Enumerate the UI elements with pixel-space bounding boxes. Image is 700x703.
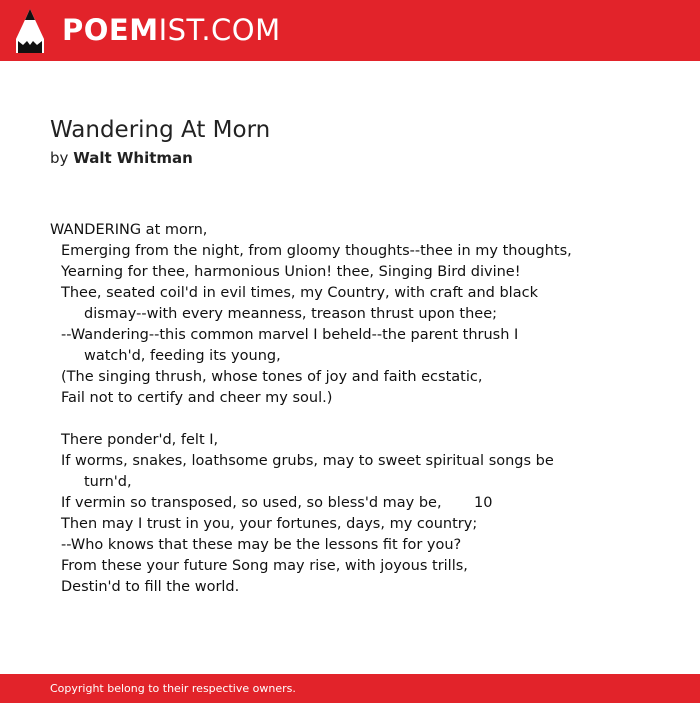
poem-line bbox=[50, 577, 650, 598]
poem-line-text: (The singing thrush, whose tones of joy and faith ecstatic, bbox=[61, 369, 483, 385]
line-number: 10 bbox=[474, 495, 493, 511]
poem-line-text: If worms, snakes, loathsome grubs, may to sweet spiritual songs be bbox=[61, 453, 554, 469]
poem-line-text: turn'd, bbox=[84, 474, 132, 490]
poem-line-text: From these your future Song may rise, with joyous trills, bbox=[61, 558, 468, 574]
poem-line-text: Fail not to certify and cheer my soul.) bbox=[61, 390, 333, 406]
poem-line bbox=[50, 514, 650, 535]
poem-line bbox=[50, 472, 650, 493]
brand-light: IST.COM bbox=[158, 13, 281, 47]
copyright-text: Copyright belong to their respective owners. bbox=[50, 682, 296, 695]
poem-line-text: If vermin so transposed, so used, so bless'd may be, bbox=[61, 495, 442, 511]
poem-line-text: Destin'd to fill the world. bbox=[61, 579, 240, 595]
poem-line bbox=[50, 346, 650, 367]
poem-line-text: --Wandering--this common marvel I beheld--the parent thrush I bbox=[61, 327, 519, 343]
poem-line-text: --Who knows that these may be the lessons fit for you? bbox=[61, 537, 462, 553]
poem-line bbox=[50, 556, 650, 577]
poem-line bbox=[50, 367, 650, 388]
poem-line bbox=[50, 241, 650, 262]
site-header bbox=[0, 0, 700, 61]
poem-line bbox=[50, 430, 650, 451]
brand-bold: POEM bbox=[62, 13, 159, 47]
poem-line bbox=[50, 535, 650, 556]
poem-title: Wandering At Morn bbox=[50, 117, 271, 143]
poem-line-text: Yearning for thee, harmonious Union! thee, Singing Bird divine! bbox=[61, 264, 521, 280]
poem-line bbox=[50, 283, 650, 304]
stanza-break bbox=[50, 409, 650, 430]
poem-line bbox=[50, 388, 650, 409]
site-logo-text[interactable] bbox=[62, 13, 281, 47]
byline bbox=[50, 149, 193, 167]
pencil-icon[interactable] bbox=[16, 9, 44, 53]
poem-line-text: Emerging from the night, from gloomy thoughts--thee in my thoughts, bbox=[61, 243, 572, 259]
poem-line bbox=[50, 325, 650, 346]
poem-line-text: watch'd, feeding its young, bbox=[84, 348, 281, 364]
site-footer bbox=[0, 674, 700, 703]
poem-line-text: dismay--with every meanness, treason thrust upon thee; bbox=[84, 306, 497, 322]
poem-line-text: WANDERING at morn, bbox=[50, 222, 208, 238]
poem-line-text: Thee, seated coil'd in evil times, my Country, with craft and black bbox=[61, 285, 538, 301]
author-name[interactable]: Walt Whitman bbox=[73, 149, 193, 167]
poem-body bbox=[50, 220, 650, 598]
poem-line bbox=[50, 304, 650, 325]
poem-line bbox=[50, 451, 650, 472]
poem-line bbox=[50, 262, 650, 283]
poem-line bbox=[50, 493, 650, 514]
poem-line-text: Then may I trust in you, your fortunes, days, my country; bbox=[61, 516, 478, 532]
byline-prefix: by bbox=[50, 149, 69, 167]
poem-line-text: There ponder'd, felt I, bbox=[61, 432, 219, 448]
poem-line bbox=[50, 220, 650, 241]
